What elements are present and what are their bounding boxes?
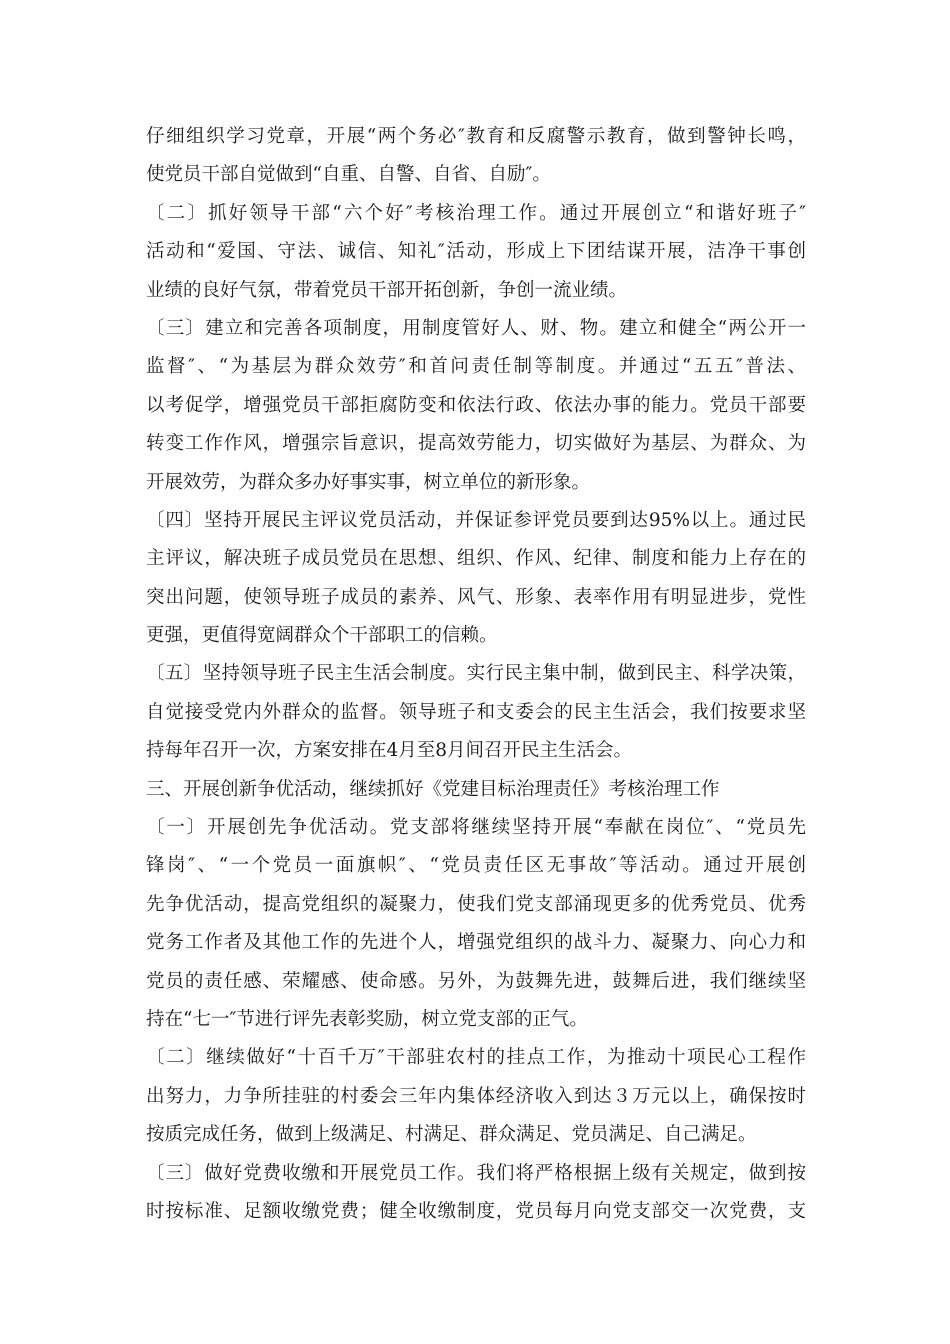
text-line: 使党员干部自觉做到“自重、自警、自省、自励″。 bbox=[146, 164, 551, 186]
text-line: 以考促学，增强党员干部拒腐防变和依法行政、依法办事的能力。党员干部要 bbox=[146, 394, 806, 416]
text-line: 先争优活动，提高党组织的凝聚力，使我们党支部涌现更多的优秀党员、优秀 bbox=[146, 893, 806, 915]
text-line: 〔二〕继续做好“十百千万″干部驻农村的挂点工作，为推动十项民心工程作 bbox=[146, 1047, 806, 1069]
text-line: 出努力，力争所挂驻的村委会三年内集体经济收入到达３万元以上，确保按时 bbox=[146, 1085, 806, 1107]
text-line: 突出问题，使领导班子成员的素养、风气、形象、表率作用有明显进步，党性 bbox=[146, 586, 806, 608]
section-heading: 三、开展创新争优活动，继续抓好《党建目标治理责任》考核治理工作 bbox=[146, 778, 720, 800]
text-line: 〔五〕坚持领导班子民主生活会制度。实行民主集中制，做到民主、科学决策， bbox=[146, 663, 806, 685]
body-text bbox=[146, 118, 806, 1231]
text-line: 转变工作作风，增强宗旨意识，提高效劳能力，切实做好为基层、为群众、为 bbox=[146, 433, 806, 455]
text-line: 监督″、“为基层为群众效劳″和首问责任制等制度。并通过“五五″普法、 bbox=[146, 356, 806, 378]
text-line: 按质完成任务，做到上级满足、村满足、群众满足、党员满足、自己满足。 bbox=[146, 1124, 757, 1146]
text-line: 持每年召开一次，方案安排在4月至8月间召开民主生活会。 bbox=[146, 740, 633, 762]
text-line: 〔二〕抓好领导干部“六个好″考核治理工作。通过开展创立“和谐好班子″ bbox=[146, 202, 806, 224]
text-line: 业绩的良好气氛，带着党员干部开拓创新，争创一流业绩。 bbox=[146, 279, 628, 301]
text-line: 党务工作者及其他工作的先进个人，增强党组织的战斗力、凝聚力、向心力和 bbox=[146, 932, 806, 954]
text-line: 锋岗″、“一个党员一面旗帜″、“党员责任区无事故″等活动。通过开展创 bbox=[146, 855, 806, 877]
text-line: 仔细组织学习党章，开展“两个务必″教育和反腐警示教育，做到警钟长鸣， bbox=[146, 126, 806, 147]
text-line: 开展效劳，为群众多办好事实事，树立单位的新形象。 bbox=[146, 471, 591, 493]
text-line: 〔三〕做好党费收缴和开展党员工作。我们将严格根据上级有关规定，做到按 bbox=[146, 1162, 806, 1184]
text-line: 〔一〕开展创先争优活动。党支部将继续坚持开展“奉献在岗位″、“党员先 bbox=[146, 817, 806, 839]
text-line: 持在“七一″节进行评先表彰奖励，树立党支部的正气。 bbox=[146, 1008, 588, 1030]
text-line: 时按标准、足额收缴党费；健全收缴制度，党员每月向党支部交一次党费，支 bbox=[146, 1200, 806, 1222]
text-line: 活动和“爱国、守法、诚信、知礼″活动，形成上下团结谋开展，洁净干事创 bbox=[146, 241, 806, 263]
text-line: 〔四〕坚持开展民主评议党员活动，并保证参评党员要到达95%以上。通过民 bbox=[146, 509, 806, 531]
text-line: 自觉接受党内外群众的监督。领导班子和支委会的民主生活会，我们按要求坚 bbox=[146, 701, 806, 723]
text-line: 更强，更值得宽阔群众个干部职工的信赖。 bbox=[146, 625, 498, 647]
text-line: 党员的责任感、荣耀感、使命感。另外，为鼓舞先进，鼓舞后进，我们继续坚 bbox=[146, 970, 806, 992]
text-line: 〔三〕建立和完善各项制度，用制度管好人、财、物。建立和健全“两公开一 bbox=[146, 317, 806, 339]
text-line: 主评议，解决班子成员党员在思想、组织、作风、纪律、制度和能力上存在的 bbox=[146, 548, 806, 570]
